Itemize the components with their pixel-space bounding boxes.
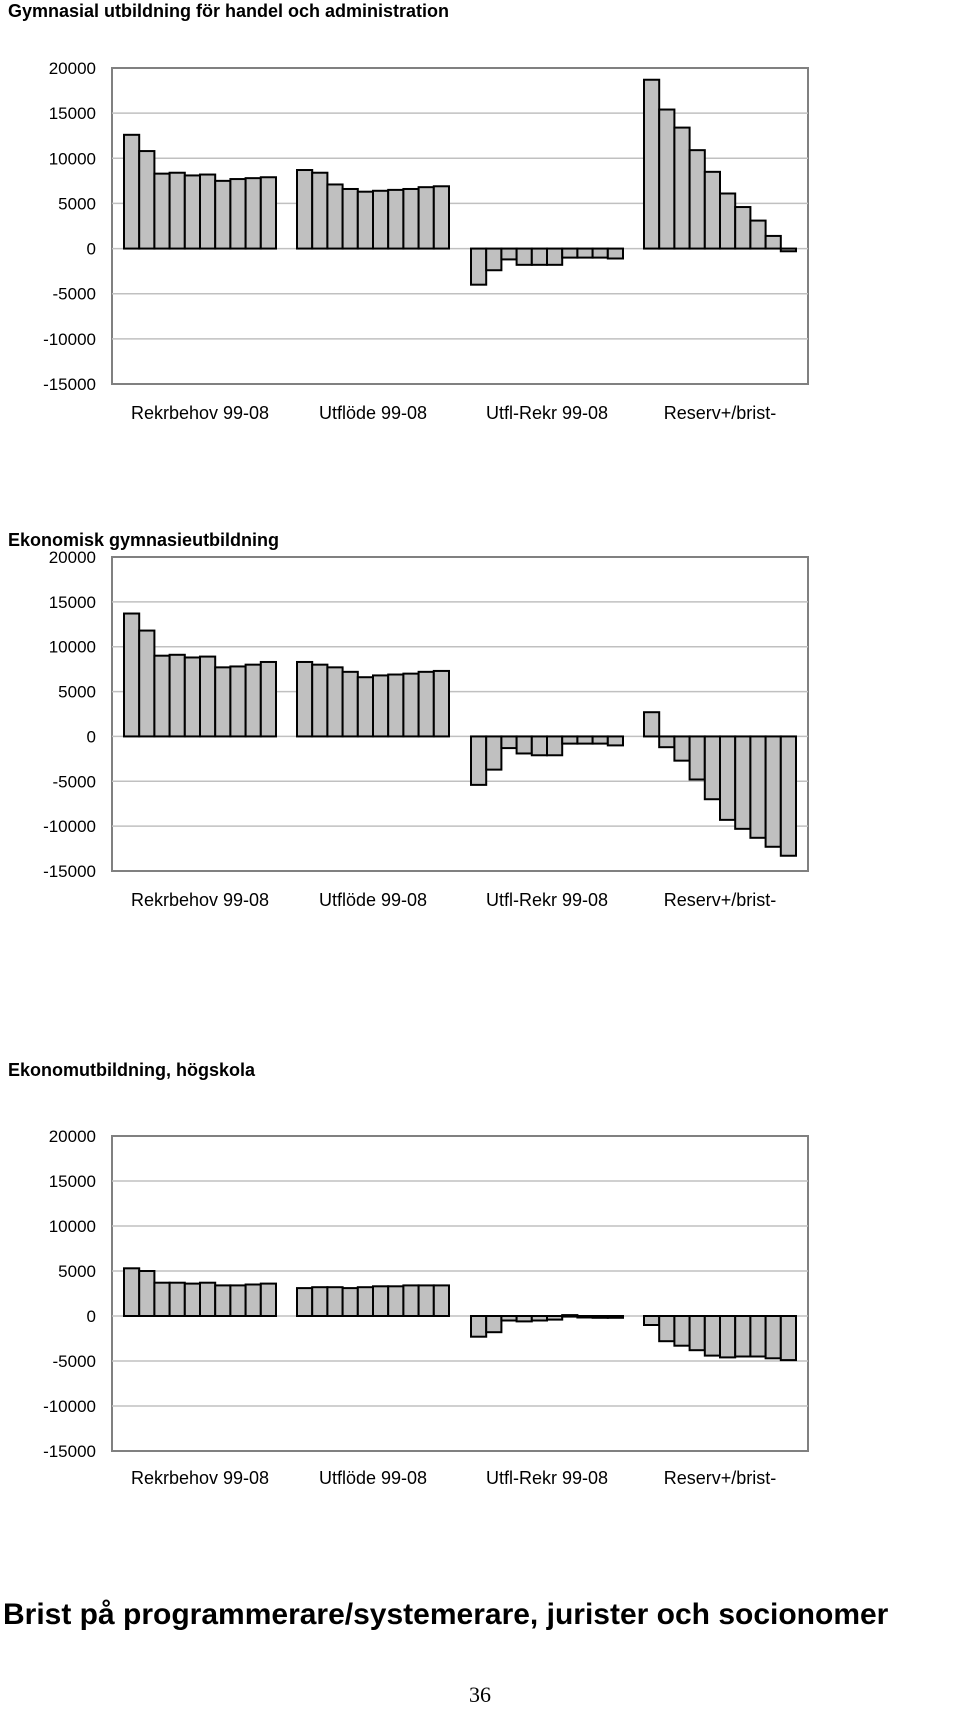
bar <box>170 173 185 249</box>
bar <box>215 667 230 736</box>
bar <box>124 614 139 737</box>
bar <box>246 178 261 248</box>
bar <box>154 1283 169 1316</box>
bar <box>185 1284 200 1316</box>
chart-3-plot <box>0 1060 960 1530</box>
y-tick-label: -10000 <box>43 329 96 349</box>
bar <box>674 1316 689 1346</box>
bar <box>312 1287 327 1316</box>
bar <box>690 736 705 779</box>
bar <box>720 736 735 819</box>
y-tick-label: -5000 <box>52 1352 96 1371</box>
bar <box>246 1285 261 1317</box>
bar <box>388 1286 403 1316</box>
bar <box>200 657 215 737</box>
bar <box>781 736 796 855</box>
bar <box>547 249 562 265</box>
y-tick-label: -5000 <box>52 284 96 304</box>
bar <box>547 736 562 755</box>
bar <box>297 1288 312 1316</box>
bar <box>246 665 261 737</box>
x-category-label: Reserv+/brist- <box>663 403 777 423</box>
bar <box>154 656 169 737</box>
bar <box>486 736 501 769</box>
bar <box>124 135 139 249</box>
bar <box>170 1283 185 1316</box>
bar <box>200 1283 215 1316</box>
chart-3 <box>0 1060 960 1530</box>
bar <box>358 192 373 249</box>
x-category-label: Utfl-Rekr 99-08 <box>485 1468 609 1488</box>
bar <box>766 236 781 249</box>
bar <box>766 1316 781 1358</box>
bar <box>659 1316 674 1341</box>
bar <box>735 736 750 828</box>
bar <box>593 1316 608 1318</box>
bar <box>659 736 674 747</box>
bar <box>327 667 342 736</box>
bar <box>593 736 608 743</box>
bar <box>124 1268 139 1316</box>
y-tick-label: 0 <box>86 239 96 259</box>
bar <box>562 736 577 743</box>
bar <box>185 175 200 248</box>
bar <box>486 1316 501 1332</box>
bar <box>373 191 388 249</box>
bar <box>501 1316 516 1321</box>
y-tick-label: 0 <box>86 1307 96 1326</box>
y-tick-label: -15000 <box>43 862 96 881</box>
bar <box>781 249 796 252</box>
bar <box>532 249 547 265</box>
bar <box>312 665 327 737</box>
bar <box>766 736 781 846</box>
bar <box>517 736 532 753</box>
bar <box>185 657 200 736</box>
bar <box>471 249 486 285</box>
bar <box>720 1316 735 1357</box>
bar <box>139 631 154 737</box>
y-tick-label: -10000 <box>43 817 96 837</box>
x-category-label: Rekrbehov 99-08 <box>130 403 270 423</box>
bar <box>139 1271 154 1316</box>
bar <box>750 1316 765 1357</box>
x-category-label: Utflöde 99-08 <box>318 403 428 423</box>
bar <box>215 1285 230 1316</box>
y-tick-label: 15000 <box>48 592 96 612</box>
y-tick-label: -10000 <box>43 1397 96 1416</box>
y-tick-label: 20000 <box>48 59 96 78</box>
bar <box>170 655 185 737</box>
y-tick-label: 15000 <box>48 104 96 124</box>
bar <box>261 177 276 248</box>
bar <box>547 1316 562 1320</box>
y-tick-label: 20000 <box>48 548 96 567</box>
bar <box>261 1284 276 1316</box>
bar <box>154 174 169 249</box>
y-tick-label: -5000 <box>52 772 96 792</box>
bar <box>343 189 358 249</box>
y-tick-label: -15000 <box>43 375 96 394</box>
page-number: 36 <box>469 1682 491 1707</box>
bar <box>419 672 434 737</box>
chart-title: Ekonomutbildning, högskola <box>8 1060 255 1080</box>
chart-1-plot <box>0 30 960 470</box>
bar <box>608 249 623 259</box>
bar <box>750 221 765 249</box>
chart-2 <box>0 530 960 1000</box>
bar <box>434 1285 449 1316</box>
y-tick-label: 5000 <box>58 682 96 702</box>
bar <box>403 674 418 737</box>
bar <box>644 80 659 249</box>
x-category-label: Rekrbehov 99-08 <box>130 1468 270 1488</box>
bar <box>373 675 388 736</box>
bar <box>562 249 577 258</box>
bar <box>419 187 434 248</box>
bar <box>230 666 245 736</box>
bar <box>659 110 674 249</box>
bar <box>705 736 720 799</box>
bar <box>517 1316 532 1321</box>
bar <box>403 189 418 249</box>
bar <box>471 1316 486 1337</box>
bar <box>434 186 449 248</box>
bar <box>343 1288 358 1316</box>
bar <box>261 662 276 736</box>
bar <box>735 1316 750 1357</box>
bar <box>674 128 689 249</box>
bar <box>327 1287 342 1316</box>
bar <box>139 151 154 249</box>
bar <box>297 662 312 736</box>
bar <box>577 736 592 743</box>
bar <box>419 1285 434 1316</box>
x-category-label: Utfl-Rekr 99-08 <box>485 890 609 910</box>
y-tick-label: -15000 <box>43 1442 96 1461</box>
chart-1 <box>0 0 960 470</box>
bar <box>358 677 373 736</box>
bar <box>501 736 516 748</box>
y-tick-label: 5000 <box>58 1262 96 1281</box>
bar <box>327 184 342 248</box>
x-category-label: Utflöde 99-08 <box>318 1468 428 1488</box>
bar <box>532 1316 547 1321</box>
bar <box>373 1286 388 1316</box>
chart-title: Gymnasial utbildning för handel och administration <box>8 1 450 21</box>
bar <box>577 1316 592 1318</box>
bar <box>735 207 750 249</box>
x-category-label: Utfl-Rekr 99-08 <box>485 403 609 423</box>
bar <box>312 173 327 249</box>
x-category-label: Rekrbehov 99-08 <box>130 890 270 910</box>
bar <box>705 172 720 249</box>
bar <box>388 190 403 249</box>
bar <box>471 736 486 784</box>
bar <box>608 736 623 745</box>
section-heading: Brist på programmerare/systemerare, jurister och socionomer <box>3 1598 889 1631</box>
bar <box>705 1316 720 1356</box>
bar <box>781 1316 796 1360</box>
bar <box>230 179 245 249</box>
bar <box>517 249 532 265</box>
chart-title: Ekonomisk gymnasieutbildning <box>8 530 280 550</box>
y-tick-label: 5000 <box>58 194 96 214</box>
bar <box>532 736 547 755</box>
bar <box>388 675 403 737</box>
bar <box>750 736 765 837</box>
y-tick-label: 10000 <box>48 149 96 169</box>
bar <box>593 249 608 258</box>
bar <box>720 193 735 248</box>
y-tick-label: 10000 <box>48 1217 96 1236</box>
bar <box>434 671 449 736</box>
bar <box>200 175 215 249</box>
bar <box>358 1287 373 1316</box>
bar <box>577 249 592 258</box>
bar <box>644 712 659 736</box>
bar <box>644 1316 659 1325</box>
chart-2-plot <box>0 530 960 970</box>
bar <box>215 181 230 249</box>
bar <box>501 249 516 260</box>
x-category-label: Reserv+/brist- <box>663 890 777 910</box>
y-tick-label: 10000 <box>48 637 96 657</box>
bar <box>343 672 358 737</box>
bar <box>690 1316 705 1350</box>
x-category-label: Reserv+/brist- <box>663 1468 777 1488</box>
bar <box>562 1315 577 1317</box>
bar <box>486 249 501 271</box>
y-tick-label: 0 <box>86 727 96 747</box>
bar <box>674 736 689 760</box>
bar <box>230 1285 245 1316</box>
bar <box>608 1316 623 1318</box>
bar <box>403 1285 418 1316</box>
y-tick-label: 15000 <box>48 1172 96 1191</box>
bar <box>690 150 705 248</box>
bar <box>297 170 312 249</box>
x-category-label: Utflöde 99-08 <box>318 890 428 910</box>
y-tick-label: 20000 <box>48 1127 96 1146</box>
